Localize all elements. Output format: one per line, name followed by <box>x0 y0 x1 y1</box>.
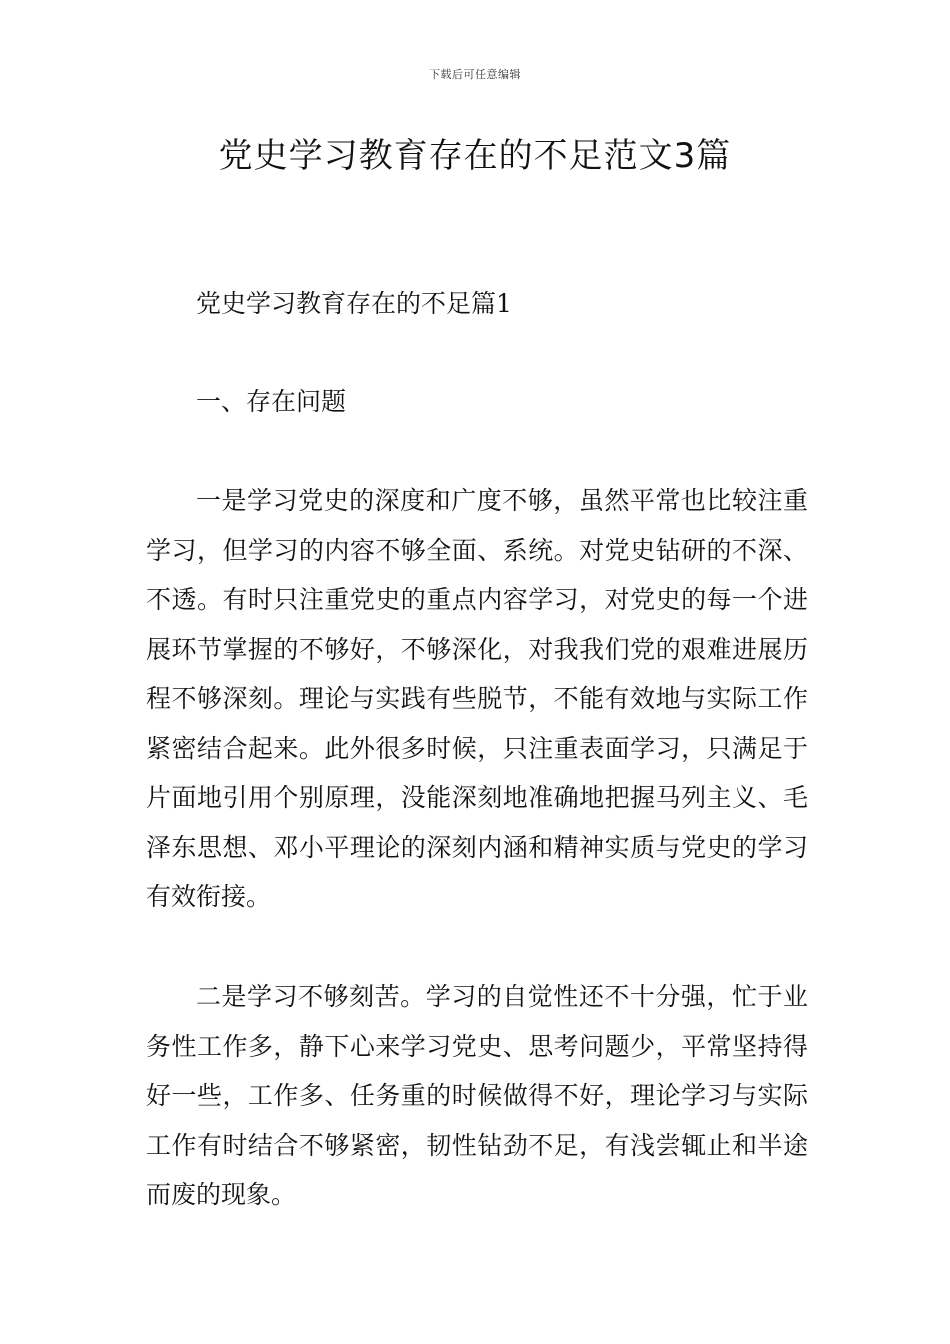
paragraph-1: 一是学习党史的深度和广度不够，虽然平常也比较注重学习，但学习的内容不够全面、系统。对党史钻研的不深、不透。有时只注重党史的重点内容学习，对党史的每一个进展环节掌握的不够好，不够深化，对我我们党的艰难进展历程不够深刻。理论与实践有些脱节，不能有效地与实际工作紧密结合起来。此外很多时候，只注重表面学习，只满足于片面地引用个别原理，没能深刻地准确地把握马列主义、毛泽东思想、邓小平理论的深刻内涵和精神实质与党史的学习有效衔接。 <box>146 486 808 911</box>
document-title: 党史学习教育存在的不足范文3篇 <box>218 136 732 176</box>
paragraph-2: 二是学习不够刻苦。学习的自觉性还不十分强，忙于业务性工作多，静下心来学习党史、思考问题少，平常坚持得好一些，工作多、任务重的时候做得不好，理论学习与实际工作有时结合不够紧密，韧性钻劲不足，有浅尝辄止和半途而废的现象。 <box>146 982 808 1209</box>
section-heading: 党史学习教育存在的不足篇1 <box>196 289 512 318</box>
subheading: 一、存在问题 <box>196 387 347 416</box>
header-note: 下载后可任意编辑 <box>429 68 521 81</box>
